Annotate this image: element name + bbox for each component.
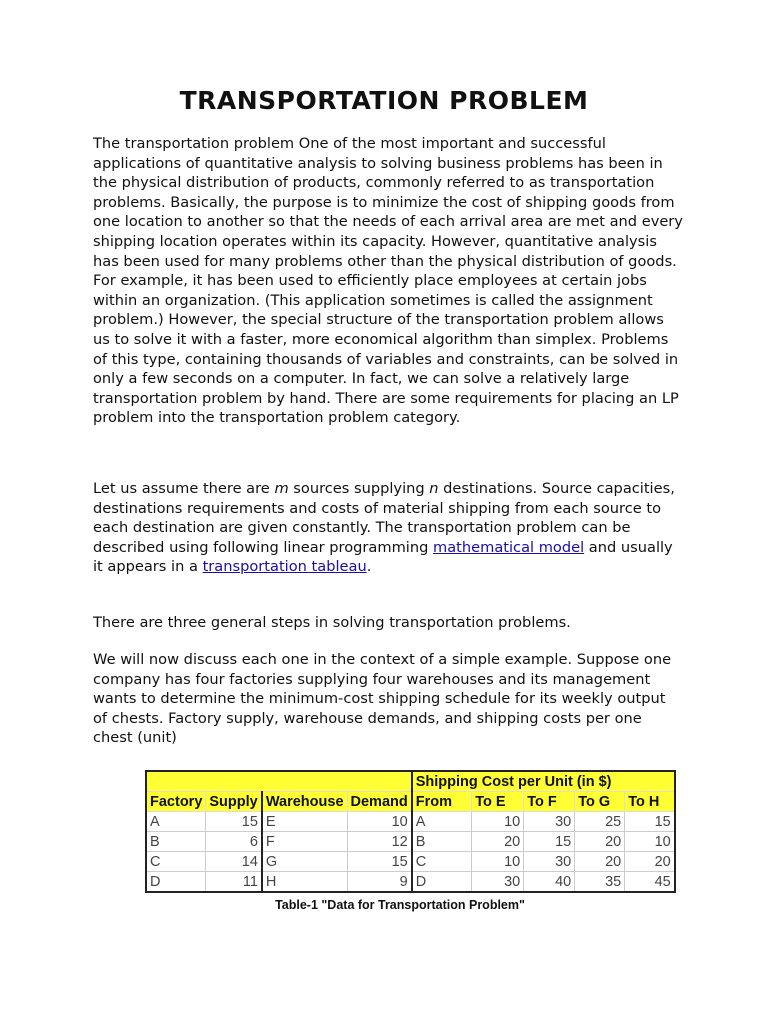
assumption-paragraph	[93, 479, 683, 577]
table-row	[146, 872, 675, 893]
table-cell: 20	[625, 852, 675, 872]
table-cell: 9	[347, 872, 412, 893]
table-cell: D	[412, 872, 472, 893]
table-cell: 15	[347, 852, 412, 872]
table-cell: 20	[575, 852, 625, 872]
table-cell: 30	[524, 812, 575, 832]
table-cell: G	[262, 852, 347, 872]
table-cell: 12	[347, 832, 412, 852]
table-cell: 30	[524, 852, 575, 872]
table-cell: B	[146, 832, 206, 852]
table-cell: 10	[347, 812, 412, 832]
table-cell: 10	[472, 812, 524, 832]
column-header: Demand	[347, 792, 412, 812]
mathematical-model-link[interactable]: mathematical model	[433, 538, 585, 556]
table-cell: 14	[206, 852, 262, 872]
table-cell: 20	[575, 832, 625, 852]
column-header: Warehouse	[262, 792, 347, 812]
text: and usually it appears in a	[93, 538, 673, 576]
table-cell: 45	[625, 872, 675, 893]
table-cell: A	[412, 812, 472, 832]
intro-paragraph: The transportation problem One of the most important and successful applications of quantitative analysis to solving business problems has been in the physical distribution of products, commonly referred to as transportation problems. Basically, the purpose is to minimize the cost of shipping goods from one location to another so that the needs of each arrival area are met and every shipping location operates within its capacity. However, quantitative analysis has been used for many problems other than the physical distribution of goods. For example, it has been used to efficiently place employees at certain jobs within an organization. (This application sometimes is called the assignment problem.) However, the special structure of the transportation problem allows us to solve it with a faster, more economical algorithm than simplex. Problems of this type, containing thousands of variables and constraints, can be solved in only a few seconds on a computer. In fact, we can solve a relatively large transportation problem by hand. There are some requirements for placing an LP problem into the transportation problem category.	[93, 135, 683, 427]
column-header: Supply	[206, 792, 262, 812]
table-cell: A	[146, 812, 206, 832]
table-row	[146, 832, 675, 852]
column-header: To G	[575, 792, 625, 812]
table-cell: 10	[625, 832, 675, 852]
table-cell: 10	[472, 852, 524, 872]
table-cell: 15	[206, 812, 262, 832]
table-caption: Table-1 "Data for Transportation Problem"	[275, 898, 525, 912]
column-header: To F	[524, 792, 575, 812]
table-cell: 30	[472, 872, 524, 893]
table-cell: E	[262, 812, 347, 832]
table-cell: D	[146, 872, 206, 893]
text: destinations. Source capacities, destinations requirements and costs of material shipping from each source to each destination are given constantly. The transportation problem can be described using following linear programming	[93, 480, 675, 556]
table-cell: 35	[575, 872, 625, 893]
table-cell: 25	[575, 812, 625, 832]
table-cell: B	[412, 832, 472, 852]
page-title: TRANSPORTATION PROBLEM	[179, 86, 589, 115]
data-table	[145, 770, 676, 893]
group-header-row	[146, 771, 675, 792]
text: .	[366, 558, 372, 576]
table-row	[146, 852, 675, 872]
text: Let us assume there are	[93, 480, 275, 497]
table-cell: C	[412, 852, 472, 872]
var-m: m	[274, 480, 289, 497]
table-cell: 20	[472, 832, 524, 852]
table-cell: C	[146, 852, 206, 872]
steps-paragraph: There are three general steps in solving transportation problems.	[93, 614, 571, 631]
column-header: To H	[625, 792, 675, 812]
table-cell: 6	[206, 832, 262, 852]
table-cell: 15	[524, 832, 575, 852]
table-cell: 40	[524, 872, 575, 893]
column-header: To E	[472, 792, 524, 812]
column-header: Factory	[146, 792, 206, 812]
table-row	[146, 812, 675, 832]
text: sources supplying	[288, 480, 430, 497]
table-cell: 11	[206, 872, 262, 893]
example-paragraph: We will now discuss each one in the context of a simple example. Suppose one company has four factories supplying four warehouses and its management wants to determine the minimum-cost shipping schedule for its weekly output of chests. Factory supply, warehouse demands, and shipping costs per one chest (unit)	[93, 651, 672, 747]
header-row	[146, 792, 675, 812]
var-n: n	[429, 480, 439, 497]
column-header: From	[412, 792, 472, 812]
table-cell: F	[262, 832, 347, 852]
table-cell: 15	[625, 812, 675, 832]
empty-header	[146, 771, 412, 792]
shipping-cost-header: Shipping Cost per Unit (in $)	[412, 771, 675, 792]
transportation-tableau-link[interactable]: transportation tableau	[202, 558, 367, 576]
table-cell: H	[262, 872, 347, 893]
